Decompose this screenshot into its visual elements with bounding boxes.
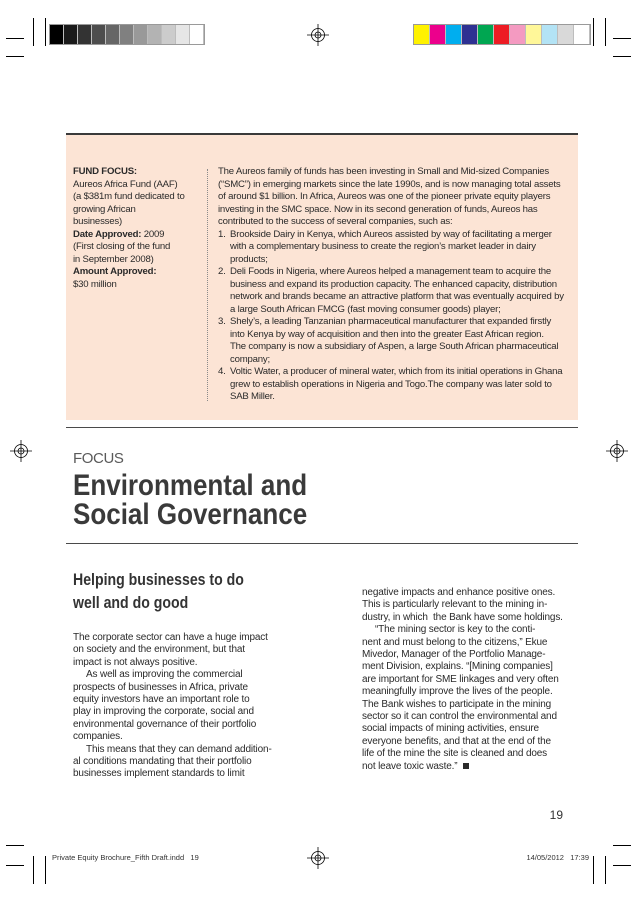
fund-focus-label bbox=[73, 166, 203, 179]
crop-mark bbox=[33, 18, 34, 46]
amount-approved-label-text: Amount Approved: bbox=[73, 266, 157, 277]
crop-mark bbox=[6, 56, 24, 57]
color-swatch bbox=[574, 25, 590, 44]
article-line: This is particularly relevant to the mining in- bbox=[362, 599, 548, 611]
list-item-text bbox=[230, 366, 574, 404]
fund-intro-line: investing in the SMC space. Now in its second generation of funds, Aureos has bbox=[218, 203, 538, 215]
crop-mark bbox=[613, 38, 631, 39]
color-control-bar bbox=[414, 25, 590, 44]
list-item-text bbox=[230, 229, 574, 267]
article-subheading-line: well and do good bbox=[73, 593, 189, 612]
portfolio-list-item bbox=[218, 366, 574, 404]
crop-mark bbox=[6, 845, 24, 846]
gray-swatch bbox=[92, 25, 106, 44]
color-swatch bbox=[510, 25, 526, 44]
list-item-line: a large South African FMCG (fast moving consumer goods) player; bbox=[230, 303, 501, 315]
list-number: 4. bbox=[218, 366, 226, 377]
article-left-column bbox=[73, 632, 288, 781]
article-line: dustry, in which the Bank have some holdings. bbox=[362, 611, 563, 623]
article-line-text: not leave toxic waste.” bbox=[362, 760, 458, 772]
list-item-line: Brookside Dairy in Kenya, which Aureos assisted by way of facilitating a merger bbox=[230, 228, 552, 240]
article-line: nent and must belong to the citizens,” Ekue bbox=[362, 636, 548, 648]
column-divider bbox=[207, 169, 208, 401]
article-subheading-line: Helping businesses to do bbox=[73, 570, 244, 589]
list-item-line: Shely’s, a leading Tanzanian pharmaceutical manufacturer that expanded firstly bbox=[230, 316, 552, 327]
list-item-line: into Kenya by way of acquisition and then into the greater East African region. bbox=[230, 328, 544, 340]
list-number: 3. bbox=[218, 316, 226, 327]
article-line: equity investors have an important role to bbox=[73, 694, 250, 706]
article-line: businesses implement standards to limit bbox=[73, 768, 245, 780]
crop-mark bbox=[593, 18, 594, 46]
registration-target-icon bbox=[307, 847, 329, 869]
list-item-line: products; bbox=[230, 253, 268, 265]
slug-date-time: 14/05/2012 17:39 bbox=[526, 853, 589, 862]
list-item-line: company; bbox=[230, 353, 270, 365]
article-line: meaningfully improve the lives of the people. bbox=[362, 686, 553, 698]
grayscale-control-bar bbox=[50, 25, 204, 44]
fund-description-line: growing African bbox=[73, 203, 136, 215]
gray-swatch bbox=[162, 25, 176, 44]
article-line: This means that they can demand addition- bbox=[86, 743, 272, 755]
article-title bbox=[73, 471, 343, 529]
article-line: The Bank wishes to participate in the mining bbox=[362, 698, 552, 710]
crop-mark bbox=[605, 856, 606, 884]
article-right-column bbox=[362, 587, 577, 773]
color-swatch bbox=[526, 25, 542, 44]
list-item-line: with a complementary business to create the region’s market leader in dairy bbox=[230, 241, 536, 252]
list-item-line: grew to establish operations in Nigeria and Togo.The company was later sold to bbox=[230, 378, 552, 390]
article-line: As well as improving the commercial bbox=[86, 669, 243, 681]
article-last-line bbox=[362, 761, 577, 773]
article-line: life of the mine the site is cleaned and does bbox=[362, 748, 548, 760]
article-line: Mivedor, Manager of the Portfolio Manage- bbox=[362, 649, 546, 661]
crop-mark bbox=[613, 56, 631, 57]
color-swatch bbox=[462, 25, 478, 44]
fund-intro-line: contributed to the success of several companies, such as: bbox=[218, 216, 453, 227]
list-item-line: Deli Foods in Nigeria, where Aureos helped a management team to acquire the bbox=[230, 266, 551, 277]
list-item-line: network and brands became an attractive platform that was eventually acquired by bbox=[230, 291, 564, 302]
article-subheading bbox=[73, 568, 279, 614]
list-item-text bbox=[230, 266, 574, 316]
fund-focus-label-text: FUND FOCUS: bbox=[73, 166, 137, 177]
page-number: 19 bbox=[549, 808, 563, 822]
date-approved-label: Date Approved: bbox=[73, 228, 142, 240]
article-line: companies. bbox=[73, 731, 123, 743]
list-number: 2. bbox=[218, 266, 226, 277]
portfolio-list-item bbox=[218, 266, 574, 316]
crop-mark bbox=[33, 856, 34, 884]
color-swatch bbox=[542, 25, 558, 44]
article-line: impact is not always positive. bbox=[73, 656, 198, 668]
fund-description-column bbox=[218, 166, 574, 404]
registration-target-icon bbox=[307, 24, 329, 46]
article-line: “The mining sector is key to the conti- bbox=[375, 624, 536, 636]
article-line: everyone benefits, and that at the end of the bbox=[362, 735, 551, 747]
fund-intro-line: of around $1 billion. In Africa, Aureos was one of the pioneer private equity players bbox=[218, 191, 551, 202]
date-approved-row bbox=[73, 229, 203, 242]
article-title-line: Social Governance bbox=[73, 498, 308, 531]
fund-facts-column bbox=[73, 166, 203, 291]
list-number: 1. bbox=[218, 228, 226, 240]
slug-file-name: Private Equity Brochure_Fifth Draft.indd 19 bbox=[52, 853, 199, 862]
list-item-line: business and expand its production capacity. The enhanced capacity, distribution bbox=[230, 278, 557, 290]
article-line: ment Division, explains. “[Mining companies] bbox=[362, 661, 553, 673]
portfolio-list-item bbox=[218, 229, 574, 267]
gray-swatch bbox=[78, 25, 92, 44]
color-swatch bbox=[478, 25, 494, 44]
list-item-text bbox=[230, 316, 574, 366]
list-item-line: The company is now a subsidiary of Aspen, a large South African pharmaceutical bbox=[230, 341, 559, 352]
article-line: negative impacts and enhance positive ones. bbox=[362, 587, 556, 598]
article-line: prospects of businesses in Africa, private bbox=[73, 681, 248, 693]
color-swatch bbox=[430, 25, 446, 44]
gray-swatch bbox=[64, 25, 78, 44]
section-kicker: FOCUS bbox=[73, 450, 124, 467]
crop-mark bbox=[593, 856, 594, 884]
fund-intro-line: The Aureos family of funds has been investing in Small and Mid-sized Companies bbox=[218, 166, 550, 177]
gray-swatch bbox=[148, 25, 162, 44]
article-line: social impacts of mining activities, ensure bbox=[362, 723, 539, 735]
article-title-line: Environmental and bbox=[73, 469, 308, 502]
color-swatch bbox=[494, 25, 510, 44]
gray-swatch bbox=[50, 25, 64, 44]
crop-mark bbox=[45, 18, 46, 46]
portfolio-list-item bbox=[218, 316, 574, 366]
registration-target-icon bbox=[606, 440, 628, 462]
crop-mark bbox=[6, 38, 24, 39]
color-swatch bbox=[558, 25, 574, 44]
crop-mark bbox=[605, 18, 606, 46]
crop-mark bbox=[45, 856, 46, 884]
fund-description-line: (a $381m fund dedicated to bbox=[73, 191, 185, 202]
gray-swatch bbox=[106, 25, 120, 44]
list-item-line: Voltic Water, a producer of mineral water, which from its initial operations in Ghana bbox=[230, 366, 563, 377]
fund-name: Aureos Africa Fund (AAF) bbox=[73, 178, 178, 190]
article-line: play in improving the corporate, social and bbox=[73, 706, 254, 718]
article-line: on society and the environment, but that bbox=[73, 644, 245, 656]
color-swatch bbox=[414, 25, 430, 44]
date-note-line: in September 2008) bbox=[73, 253, 154, 265]
crop-mark bbox=[613, 865, 631, 866]
amount-approved-value: $30 million bbox=[73, 278, 117, 290]
fund-intro-line: (“SMC”) in emerging markets since the late 1990s, and is now managing total assets bbox=[218, 178, 561, 190]
crop-mark bbox=[6, 865, 24, 866]
article-line: sector so it can control the environmental and bbox=[362, 711, 557, 723]
gray-swatch bbox=[190, 25, 204, 44]
color-swatch bbox=[446, 25, 462, 44]
fund-focus-box bbox=[66, 133, 578, 420]
article-line: are important for SME linkages and very often bbox=[362, 673, 559, 685]
fund-description-line: businesses) bbox=[73, 216, 122, 227]
article-line: environmental governance of their portfolio bbox=[73, 718, 257, 730]
title-rule bbox=[66, 543, 578, 544]
section-rule bbox=[66, 427, 578, 428]
end-mark-icon bbox=[463, 763, 469, 769]
date-note-line: (First closing of the fund bbox=[73, 241, 171, 252]
article-line: al conditions mandating that their portfolio bbox=[73, 756, 252, 768]
registration-target-icon bbox=[10, 440, 32, 462]
gray-swatch bbox=[120, 25, 134, 44]
amount-approved-label bbox=[73, 266, 203, 279]
article-line: The corporate sector can have a huge impact bbox=[73, 632, 268, 643]
crop-mark bbox=[613, 845, 631, 846]
gray-swatch bbox=[176, 25, 190, 44]
list-item-line: SAB Miller. bbox=[230, 391, 275, 402]
date-approved-value: 2009 bbox=[143, 228, 165, 240]
gray-swatch bbox=[134, 25, 148, 44]
